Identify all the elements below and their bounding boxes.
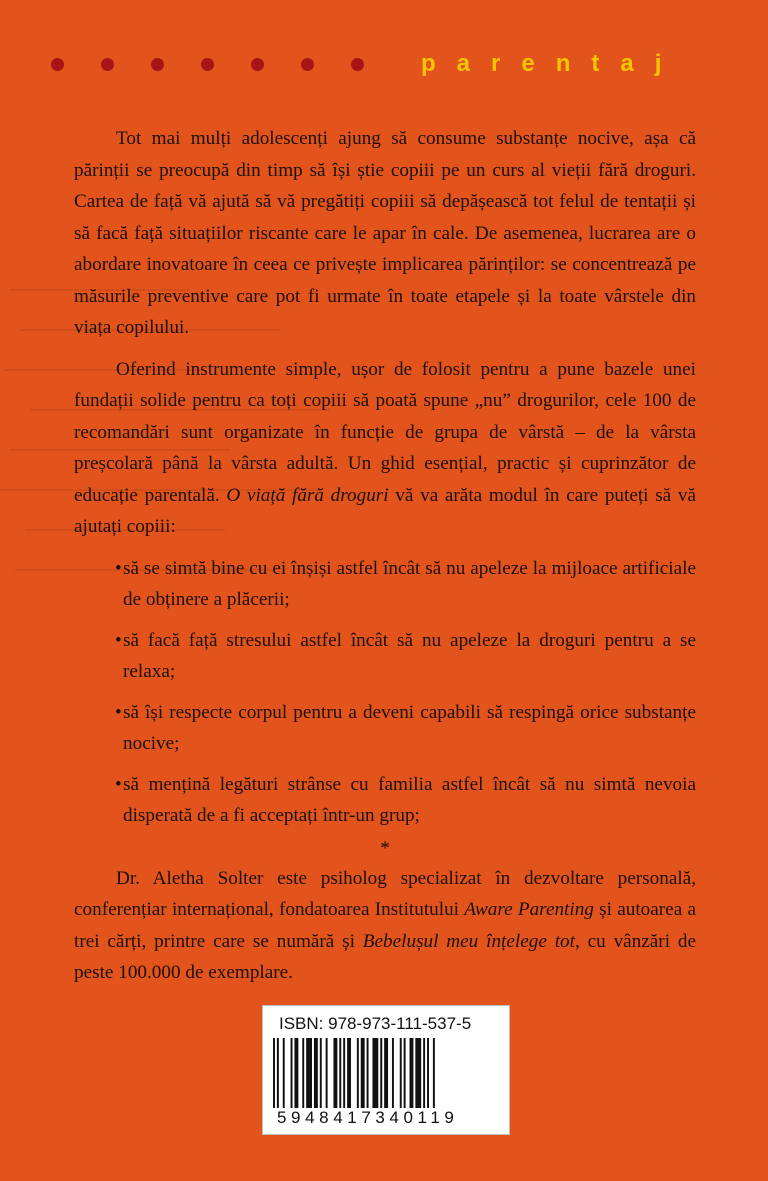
barcode-bar <box>294 1038 298 1108</box>
barcode-bar <box>339 1038 341 1108</box>
list-item <box>74 553 696 616</box>
barcode-bar <box>415 1038 421 1108</box>
barcode-bar <box>283 1038 285 1108</box>
barcode-bar <box>404 1038 406 1108</box>
bullet-icon: • <box>115 773 122 795</box>
barcode-bar <box>384 1038 388 1108</box>
author-bio-text-2: și autoarea a trei cărți, printre care se numără și <box>74 899 696 952</box>
series-header <box>0 44 768 84</box>
barcode-bar <box>400 1038 402 1108</box>
barcode-digits: 5948417340119 <box>277 1108 459 1127</box>
barcode-bar <box>320 1038 322 1108</box>
barcode-bar <box>372 1038 378 1108</box>
institute-name: Aware Parenting <box>464 899 594 920</box>
barcode-bar <box>423 1038 425 1108</box>
series-dot-icon <box>301 58 314 71</box>
list-item <box>74 697 696 760</box>
series-dot-icon <box>351 58 364 71</box>
barcode-bar <box>410 1038 414 1108</box>
author-bio-text-3: , cu vânzări de peste 100.000 de exemplare. <box>74 930 696 983</box>
list-item-text: să mențină legături strânse cu familia astfel încât să nu simtă nevoia disperată de a fi acceptați într-un grup; <box>123 773 696 826</box>
series-dot-icon <box>51 58 64 71</box>
barcode-bar <box>347 1038 351 1108</box>
series-dot-icon <box>101 58 114 71</box>
list-item <box>74 769 696 832</box>
barcode-bar <box>302 1038 304 1108</box>
barcode-bar <box>326 1038 328 1108</box>
barcode-bar <box>314 1038 318 1108</box>
isbn-label: ISBN: 978-973-111-537-5 <box>279 1014 472 1033</box>
barcode-bar <box>273 1038 275 1108</box>
benefit-list <box>74 553 696 832</box>
intro-paragraph: Tot mai mulți adolescenți ajung să consume substanțe nocive, așa că părinții se preocupă din timp să își știe copiii pe un curs al vieții fără droguri. Cartea de față vă ajută să vă pregătiți copiii să depășească tot felul de tentații și să facă față situațiilor riscante care le apar în cale. De asemenea, lucrarea are o abordare inovatoare în ceea ce privește implicarea părinților: se concentrează pe măsurile preventive care pot fi urmate în toate etapele și la toate vârstele din viața copilului. <box>74 128 696 338</box>
barcode-bar <box>306 1038 312 1108</box>
bullet-icon: • <box>115 629 122 651</box>
book-title: O viață fără droguri <box>226 484 389 506</box>
tools-paragraph-text: Oferind instrumente simple, ușor de folosit pentru a pune bazele unei fundații solide pentru ca toți copiii să poată spune „nu” drogurilor, cele 100 de recomandări sunt organizate în funcție de grupa de vârstă – de la vârsta preșcolară până la vârsta adultă. Un ghid esențial, practic și cuprinzător de educație parentală. <box>74 358 696 506</box>
previous-book-title: Bebelușul meu înțelege tot <box>362 930 575 952</box>
barcode-bar <box>333 1038 337 1108</box>
list-item-text: să își respecte corpul pentru a deveni capabili să respingă orice substanțe nocive; <box>123 701 696 754</box>
barcode-bar <box>361 1038 365 1108</box>
list-item-text: să facă față stresului astfel încât să nu apeleze la droguri pentru a se relaxa; <box>123 629 696 682</box>
series-dot-icon <box>201 58 214 71</box>
barcode-bar <box>392 1038 394 1108</box>
barcode-icon <box>273 1038 501 1108</box>
section-separator: * <box>380 837 390 859</box>
barcode-bar <box>380 1038 382 1108</box>
barcode-bar <box>357 1038 359 1108</box>
series-dot-icon <box>251 58 264 71</box>
bullet-icon: • <box>115 701 122 723</box>
tools-paragraph-end: vă va arăta modul în care puteți să vă ajutați copiii: <box>74 484 696 537</box>
tools-paragraph <box>74 354 696 543</box>
barcode-bar <box>427 1038 429 1108</box>
barcode-bar <box>343 1038 345 1108</box>
series-title: parentaj <box>421 50 683 77</box>
back-cover-text <box>74 123 696 999</box>
bullet-icon: • <box>115 557 122 579</box>
barcode-bar <box>433 1038 435 1108</box>
series-dot-icon <box>151 58 164 71</box>
isbn-barcode-block <box>262 1005 510 1135</box>
barcode-bar <box>277 1038 279 1108</box>
author-bio-text: Dr. Aletha Solter este psiholog specializat în dezvoltare personală, conferențiar internațional, fondatoarea Institutului <box>74 867 696 920</box>
list-item <box>74 625 696 688</box>
barcode-bar <box>291 1038 293 1108</box>
barcode-bar <box>367 1038 369 1108</box>
list-item-text: să se simtă bine cu ei înșiși astfel încât să nu apeleze la mijloace artificiale de obținere a plăcerii; <box>123 557 696 610</box>
author-bio <box>74 863 696 989</box>
